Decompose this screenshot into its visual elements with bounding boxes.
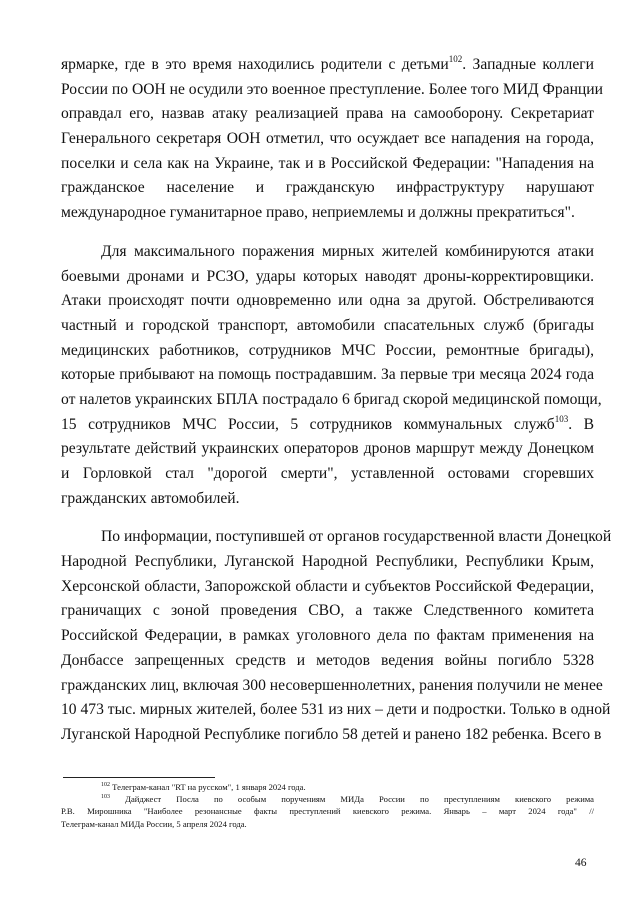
body-line: 15 сотрудников МЧС России, 5 сотрудников коммунальных служб$^{103}$. В xyxy=(61,413,595,433)
footnote-102: $^{102}$ Телеграм-канал "RT на русском", 1 января 2024 года. xyxy=(101,782,306,792)
footnote-line: Р.В. Мирошника "Наиболее резонансные факты преступлений киевского режима. Январь – март 2024 года" // xyxy=(61,806,594,817)
body-line: Российской Федерации, в рамках уголовного дела по фактам применения на xyxy=(61,627,594,645)
body-line: результате действий украинских операторов дронов маршрут между Донецком xyxy=(61,440,594,458)
body-text xyxy=(61,53,612,748)
body-line: боевыми дронами и РСЗО, удары которых наводят дроны-корректировщики. xyxy=(61,267,594,285)
footnote-separator xyxy=(63,777,215,778)
footnote-103: $^{103}$ Дайджест Посла по особым поручениям МИДа России по преступлениям киевского режима xyxy=(101,794,594,805)
page-number: 46 xyxy=(575,857,587,869)
body-line: Атаки происходят почти одновременно или одна за другой. Обстреливаются xyxy=(61,292,594,310)
footnote-ref-102[interactable]: 102 xyxy=(448,54,463,64)
body-line: гражданских автомобилей. xyxy=(61,489,240,507)
body-line: Луганской Народной Республике погибло 58 детей и ранено 182 ребенка. Всего в xyxy=(61,725,602,743)
body-line: оправдал его, назвав атаку реализацией права на самооборону. Секретариат xyxy=(61,105,594,123)
footnote-line: Телеграм-канал МИДа России, 5 апреля 2024 года. xyxy=(61,818,247,829)
body-line: Генерального секретаря ООН отметил, что осуждает все нападения на города, xyxy=(61,130,594,148)
body-line: частный и городской транспорт, автомобили спасательных служб (бригады xyxy=(61,316,594,334)
body-line: России по ООН не осудили это военное преступление. Более того МИД Франции xyxy=(61,80,603,98)
paragraph-start-line: Для максимального поражения мирных жителей комбинируются атаки xyxy=(101,242,594,260)
body-line: которые прибывают на помощь пострадавшим. За первые три месяца 2024 года xyxy=(61,366,594,384)
body-line: Донбассе запрещенных средств и методов ведения войны погибло 5328 xyxy=(61,651,594,669)
body-line: гражданское население и гражданскую инфраструктуру нарушают xyxy=(61,179,594,197)
paragraph-start-line: По информации, поступившей от органов государственной власти Донецкой xyxy=(101,528,612,546)
body-line: 10 473 тыс. мирных жителей, более 531 из них – дети и подростки. Только в одной xyxy=(61,701,611,719)
body-line: гражданских лиц, включая 300 несовершеннолетних, ранения получили не менее xyxy=(61,676,603,694)
footnotes xyxy=(61,781,594,830)
body-line: от налетов украинских БПЛА пострадало 6 бригад скорой медицинской помощи, xyxy=(61,390,602,408)
body-line: международное гуманитарное право, неприемлемы и должны прекратиться". xyxy=(61,204,575,222)
body-line: Херсонской области, Запорожской области и субъектов Российской Федерации, xyxy=(61,577,594,595)
body-line: граничащих с зоной проведения СВО, а также Следственного комитета xyxy=(61,602,594,620)
body-line: медицинских работников, сотрудников МЧС России, ремонтные бригады), xyxy=(61,341,594,359)
body-line: Народной Республики, Луганской Народной Республики, Республики Крым, xyxy=(61,553,594,571)
footnote-ref-103[interactable]: 103 xyxy=(554,413,569,424)
body-line: ярмарке, где в это время находились родители с детьми$^{102}$. Западные коллеги xyxy=(61,54,594,73)
body-line: поселки и села как на Украине, так и в Российской Федерации: "Нападения на xyxy=(61,154,594,172)
body-line: и Горловкой стал "дорогой смерти", уставленной остовами сгоревших xyxy=(61,465,594,482)
